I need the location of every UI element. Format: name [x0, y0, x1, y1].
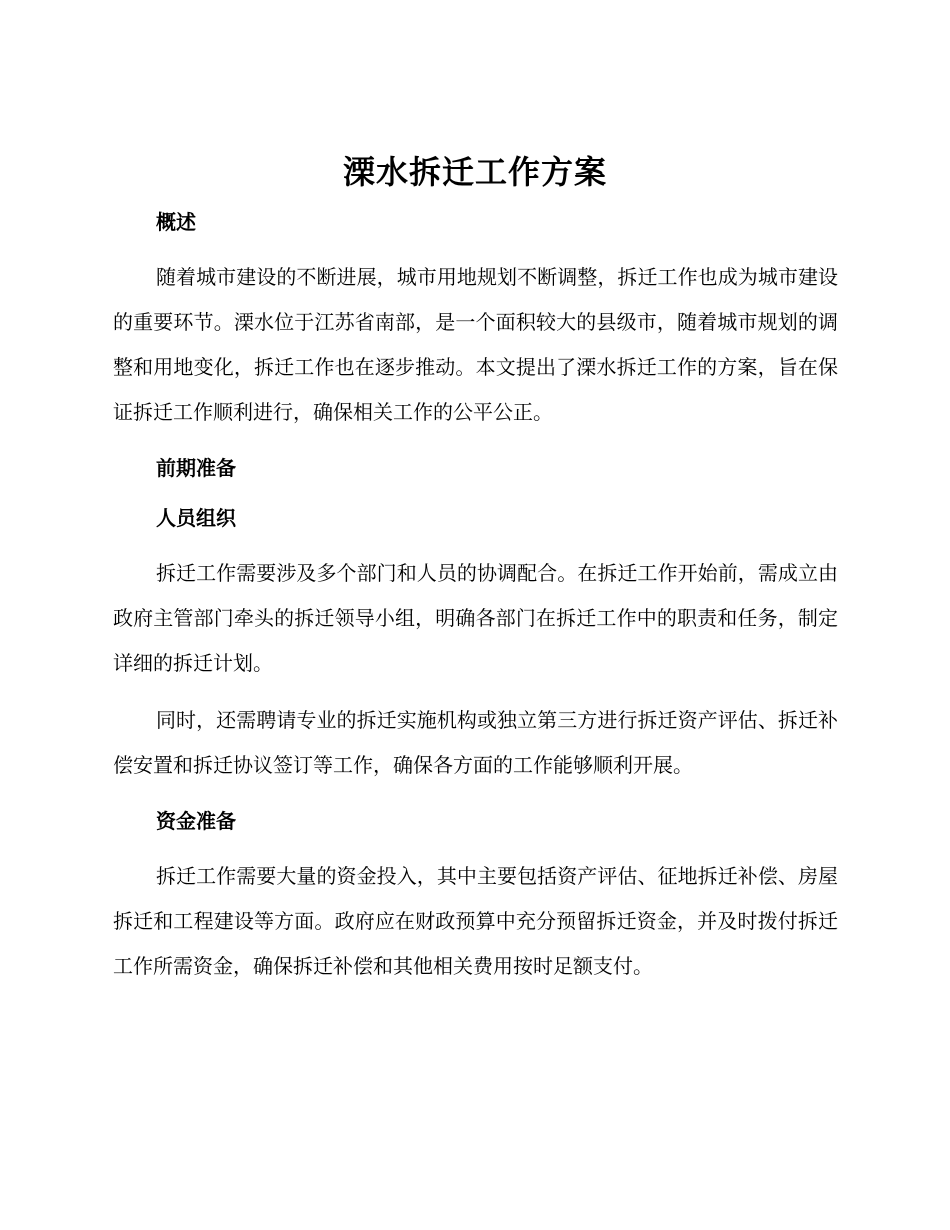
paragraph-staff-1: 拆迁工作需要涉及多个部门和人员的协调配合。在拆迁工作开始前，需成立由政府主管部门牵头的拆迁领导小组，明确各部门在拆迁工作中的职责和任务，制定详细的拆迁计划。: [113, 561, 838, 675]
subsection-heading-funds: 资金准备: [156, 809, 236, 833]
subsection-heading-staff: 人员组织: [156, 506, 236, 530]
document-body: [113, 205, 838, 1001]
document-title: 溧水拆迁工作方案: [342, 153, 607, 191]
paragraph-funds: 拆迁工作需要大量的资金投入，其中主要包括资产评估、征地拆迁补偿、房屋拆迁和工程建设等方面。政府应在财政预算中充分预留拆迁资金，并及时拨付拆迁工作所需资金，确保拆迁补偿和其他相关费用按时足额支付。: [113, 864, 838, 978]
section-heading-overview: 概述: [156, 210, 196, 234]
paragraph-staff-2: 同时，还需聘请专业的拆迁实施机构或独立第三方进行拆迁资产评估、拆迁补偿安置和拆迁协议签订等工作，确保各方面的工作能够顺利开展。: [113, 708, 838, 777]
paragraph-overview: 随着城市建设的不断进展，城市用地规划不断调整，拆迁工作也成为城市建设的重要环节。溧水位于江苏省南部，是一个面积较大的县级市，随着城市规划的调整和用地变化，拆迁工作也在逐步推动。本文提出了溧水拆迁工作的方案，旨在保证拆迁工作顺利进行，确保相关工作的公平公正。: [113, 265, 838, 424]
section-heading-preparation: 前期准备: [156, 456, 236, 480]
